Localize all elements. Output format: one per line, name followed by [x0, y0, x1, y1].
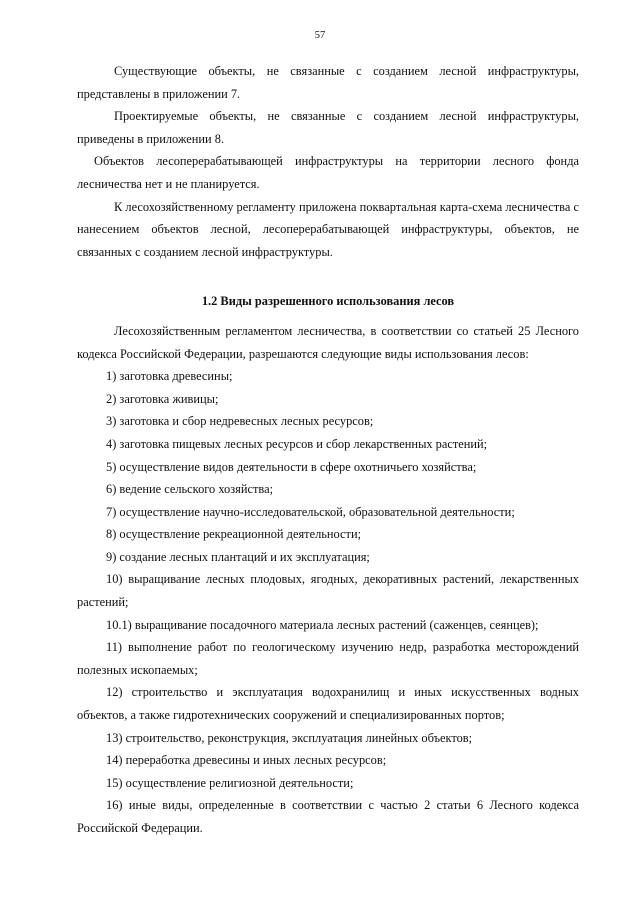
page-content — [77, 60, 579, 840]
list-item: 11) выполнение работ по геологическому изучению недр, разработка месторождений полезных ископаемых; — [77, 640, 579, 677]
section-intro: Лесохозяйственным регламентом лесничества, в соответствии со статьей 25 Лесного кодекса Российской Федерации, разрешаются следующие виды использования лесов: — [77, 323, 579, 361]
list-item: 12) строительство и эксплуатация водохранилищ и иных искусственных водных объектов, а также гидротехнических сооружений и специализированных портов; — [77, 685, 579, 723]
list-item: 2) заготовка живицы; — [106, 391, 219, 406]
paragraph-existing-objects: Существующие объекты, не связанные с созданием лесной инфраструктуры, представлены в приложении 7. — [77, 64, 579, 101]
page-number: 57 — [314, 30, 326, 41]
list-item: 16) иные виды, определенные в соответствии с частью 2 статьи 6 Лесного кодекса Российской Федерации. — [77, 798, 579, 835]
list-item: 15) осуществление религиозной деятельности; — [106, 775, 354, 790]
list-item: 14) переработка древесины и иных лесных ресурсов; — [106, 753, 387, 768]
paragraph-processing-infrastructure: Объектов лесоперерабатывающей инфраструктуры на территории лесного фонда лесничества нет и не планируется. — [77, 154, 579, 191]
list-item: 5) осуществление видов деятельности в сфере охотничьего хозяйства; — [106, 459, 477, 474]
list-item: 10.1) выращивание посадочного материала лесных растений (саженцев, сеянцев); — [106, 617, 539, 632]
list-item: 10) выращивание лесных плодовых, ягодных, декоративных растений, лекарственных растений; — [77, 572, 579, 610]
spacer — [77, 313, 579, 320]
list-item: 9) создание лесных плантаций и их эксплуатация; — [106, 549, 370, 564]
list-item: 4) заготовка пищевых лесных ресурсов и сбор лекарственных растений; — [106, 436, 488, 451]
list-item: 8) осуществление рекреационной деятельности; — [106, 527, 362, 542]
spacer — [77, 263, 579, 290]
paragraph-map-scheme: К лесохозяйственному регламенту приложена поквартальная карта-схема лесничества с нанесением объектов лесной, лесоперерабатывающей инфраструктуры, объектов, не связанных с созданием лесной инфраструктуры. — [77, 199, 579, 259]
section-heading: 1.2 Виды разрешенного использования лесов — [201, 294, 455, 309]
list-item: 3) заготовка и сбор недревесных лесных ресурсов; — [106, 414, 374, 429]
paragraph-planned-objects: Проектируемые объекты, не связанные с созданием лесной инфраструктуры, приведены в приложении 8. — [77, 109, 579, 146]
list-item: 7) осуществление научно-исследовательской, образовательной деятельности; — [106, 504, 515, 519]
list-item: 6) ведение сельского хозяйства; — [106, 482, 274, 497]
list-item: 1) заготовка древесины; — [106, 369, 233, 384]
list-item: 13) строительство, реконструкция, эксплуатация линейных объектов; — [106, 730, 473, 745]
